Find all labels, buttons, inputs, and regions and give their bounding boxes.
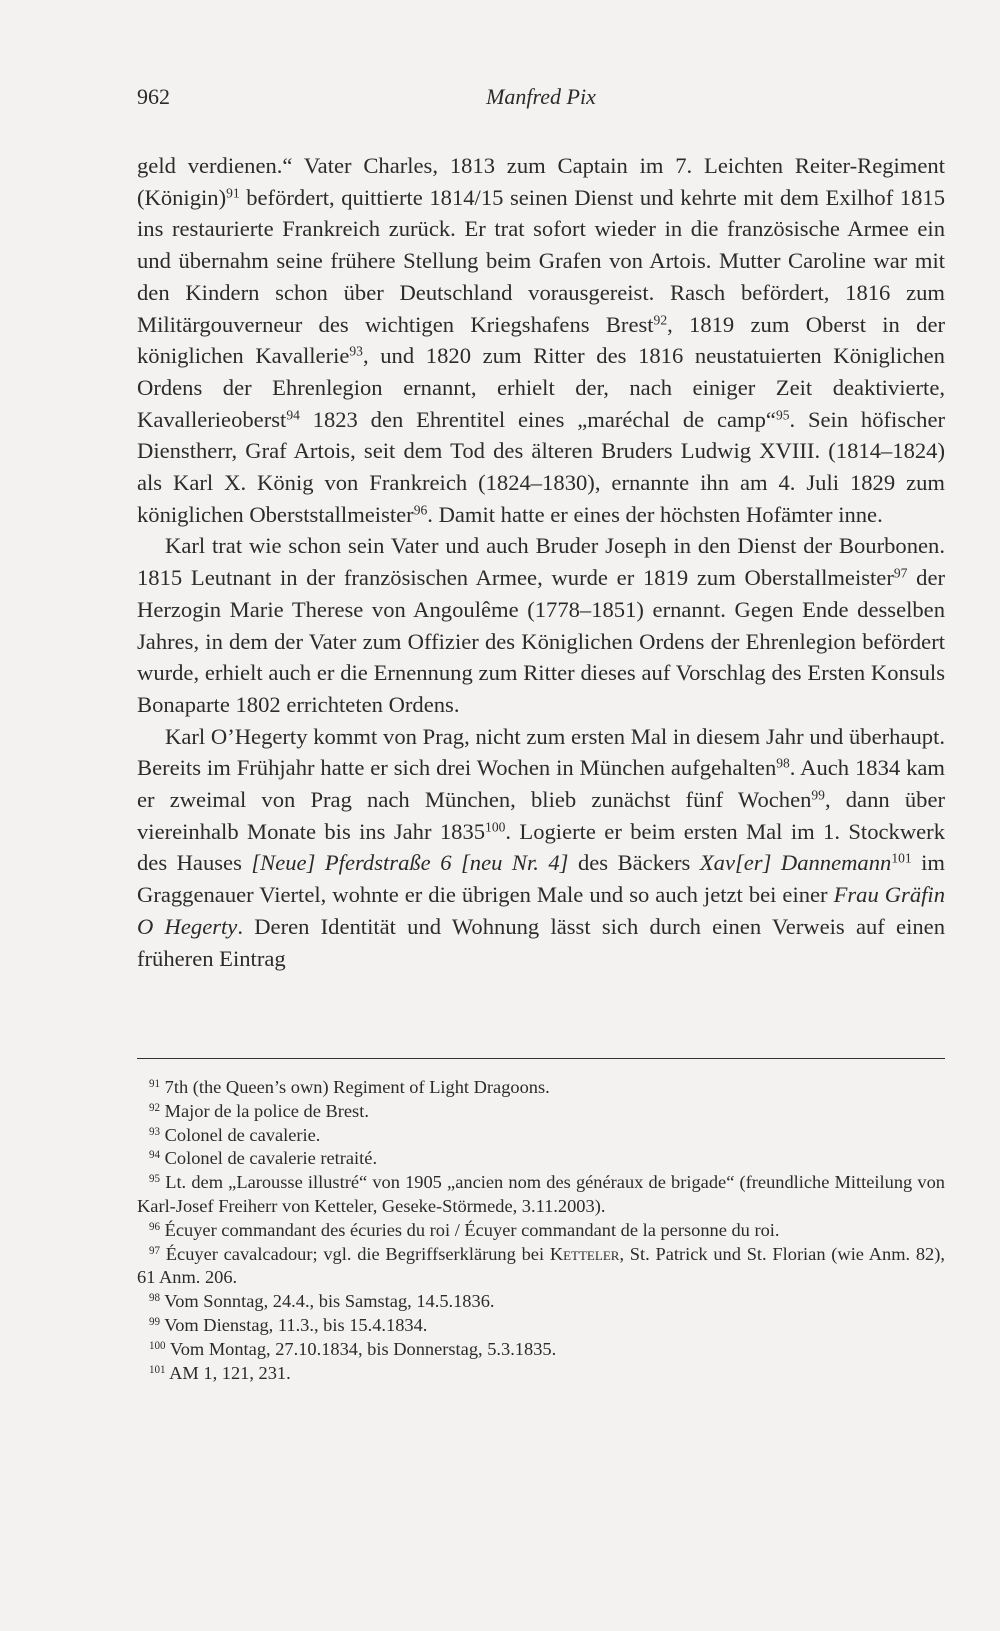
- footnote-ref-100[interactable]: 100: [485, 819, 506, 835]
- footnote-91: $^{91}$ 7th (the Queen’s own) Regiment of Light Dragoons.: [149, 1077, 550, 1097]
- footnote-ref-91[interactable]: 91: [226, 185, 240, 201]
- footnote-92: $^{92}$ Major de la police de Brest.: [149, 1100, 369, 1121]
- page-header: [137, 84, 945, 124]
- footnote-ref-98[interactable]: 98: [776, 755, 790, 771]
- footnote-ref-93[interactable]: 93: [349, 343, 363, 359]
- paragraph-3: Karl O’Hegerty kommt von Prag, nicht zum ersten Mal in diesem Jahr und überhaupt. Bereits im Frühjahr hatte er sich drei Wochen in München aufgehalten$^{98}$. Auch 1834 kam er zweimal von Prag nach München, blieb zunächst fünf Wochen$^{99}$, dann über viereinhalb Monate bis ins Jahr 1835$^{100}$. Logierte er beim ersten Mal im 1. Stockwerk des Hauses [Neue] Pferdstraße 6 [neu Nr. 4] des Bäckers Xav[er] Dannemann$^{101}$ im Graggenauer Viertel, wohnte er die übrigen Male und so auch jetzt bei einer Frau Gräfin O Hegerty. Deren Identität und Wohnung lässt sich durch einen Verweis auf einen früheren Eintrag: [137, 723, 946, 971]
- paragraph-1: geld verdienen.“ Vater Charles, 1813 zum Captain im 7. Leichten Reiter-Regiment (Königin)$^{91}$ befördert, quittierte 1814/15 seinen Dienst und kehrte mit dem Exilhof 1815 ins restaurierte Frankreich zurück. Er trat sofort wieder in die französische Armee ein und übernahm seine frühere Stellung beim Grafen von Artois. Mutter Caroline war mit den Kindern schon über Deutschland vorausgereist. Rasch befördert, 1816 zum Militärgouverneur des wichtigen Kriegshafens Brest$^{92}$, 1819 zum Oberst in der königlichen Kavallerie$^{93}$, und 1820 zum Ritter des 1816 neustatuierten Königlichen Ordens der Ehrenlegion ernannt, erhielt der, nach einiger Zeit deaktivierte, Kavallerieoberst$^{94}$ 1823 den Ehrentitel eines „maréchal de camp“$^{95}$. Sein höfischer Dienstherr, Graf Artois, seit dem Tod des älteren Bruders Ludwig XVIII. (1814–1824) als Karl X. König von Frankreich (1824–1830), ernannte ihn am 4. Juli 1829 zum königlichen Oberststallmeister$^{96}$. Damit hatte er eines der höchsten Hofämter inne.: [137, 153, 946, 527]
- footnote-99: $^{99}$ Vom Dienstag, 11.3., bis 15.4.1834.: [149, 1314, 428, 1335]
- footnote-101: $^{101}$ AM 1, 121, 231.: [149, 1362, 291, 1383]
- footnote-97: $^{97}$ Écuyer cavalcadour; vgl. die Begriffserklärung bei Ketteler, St. Patrick und St. Florian (wie Anm. 82), 61 Anm. 206.: [137, 1243, 945, 1288]
- italic-name-dannemann: Xav[er] Dannemann: [699, 850, 892, 876]
- footnote-93: $^{93}$ Colonel de cavalerie.: [149, 1124, 321, 1145]
- footnote-ref-92[interactable]: 92: [653, 312, 668, 328]
- footnote-ref-96[interactable]: 96: [413, 502, 428, 518]
- footnote-ref-94[interactable]: 94: [286, 407, 300, 423]
- footnote-96: $^{96}$ Écuyer commandant des écuries du roi / Écuyer commandant de la personne du roi.: [149, 1219, 780, 1240]
- footnote-94: $^{94}$ Colonel de cavalerie retraité.: [149, 1148, 378, 1169]
- footnote-ref-99[interactable]: 99: [811, 787, 825, 803]
- author-small-caps: Ketteler: [549, 1243, 620, 1264]
- footnote-ref-95[interactable]: 95: [775, 407, 790, 423]
- running-title: Manfred Pix: [486, 84, 596, 109]
- paragraph-2: Karl trat wie schon sein Vater und auch Bruder Joseph in den Dienst der Bourbonen. 1815 Leutnant in der französischen Armee, wurde er 1819 zum Oberstallmeister$^{97}$ der Herzogin Marie Therese von Angoulême (1778–1851) ernannt. Gegen Ende desselben Jahres, in dem der Vater zum Offizier des Königlichen Ordens der Ehrenlegion befördert wurde, erhielt auch er die Ernennung zum Ritter dieses auf Vorschlag des Ersten Konsuls Bonaparte 1802 errichteten Ordens.: [137, 533, 945, 717]
- footnote-ref-101[interactable]: 101: [891, 851, 912, 867]
- main-text: [137, 150, 945, 974]
- footnote-95: $^{95}$ Lt. dem „Larousse illustré“ von 1905 „ancien nom des généraux de brigade“ (freundliche Mitteilung von Karl-Josef Freiherr von Ketteler, Geseke-Störmede, 3.11.2003).: [137, 1172, 945, 1216]
- footnote-100: $^{100}$ Vom Montag, 27.10.1834, bis Donnerstag, 5.3.1835.: [149, 1338, 557, 1359]
- italic-address: [Neue] Pferdstraße 6 [neu Nr. 4]: [251, 850, 569, 876]
- footnote-ref-97[interactable]: 97: [893, 565, 908, 581]
- footnote-98: $^{98}$ Vom Sonntag, 24.4., bis Samstag, 14.5.1836.: [149, 1291, 495, 1312]
- page-number: 962: [137, 84, 170, 109]
- footnotes: [137, 1076, 945, 1385]
- footnote-divider: [137, 1058, 945, 1059]
- italic-name-graefin: Frau Gräfin O Hegerty: [137, 882, 945, 939]
